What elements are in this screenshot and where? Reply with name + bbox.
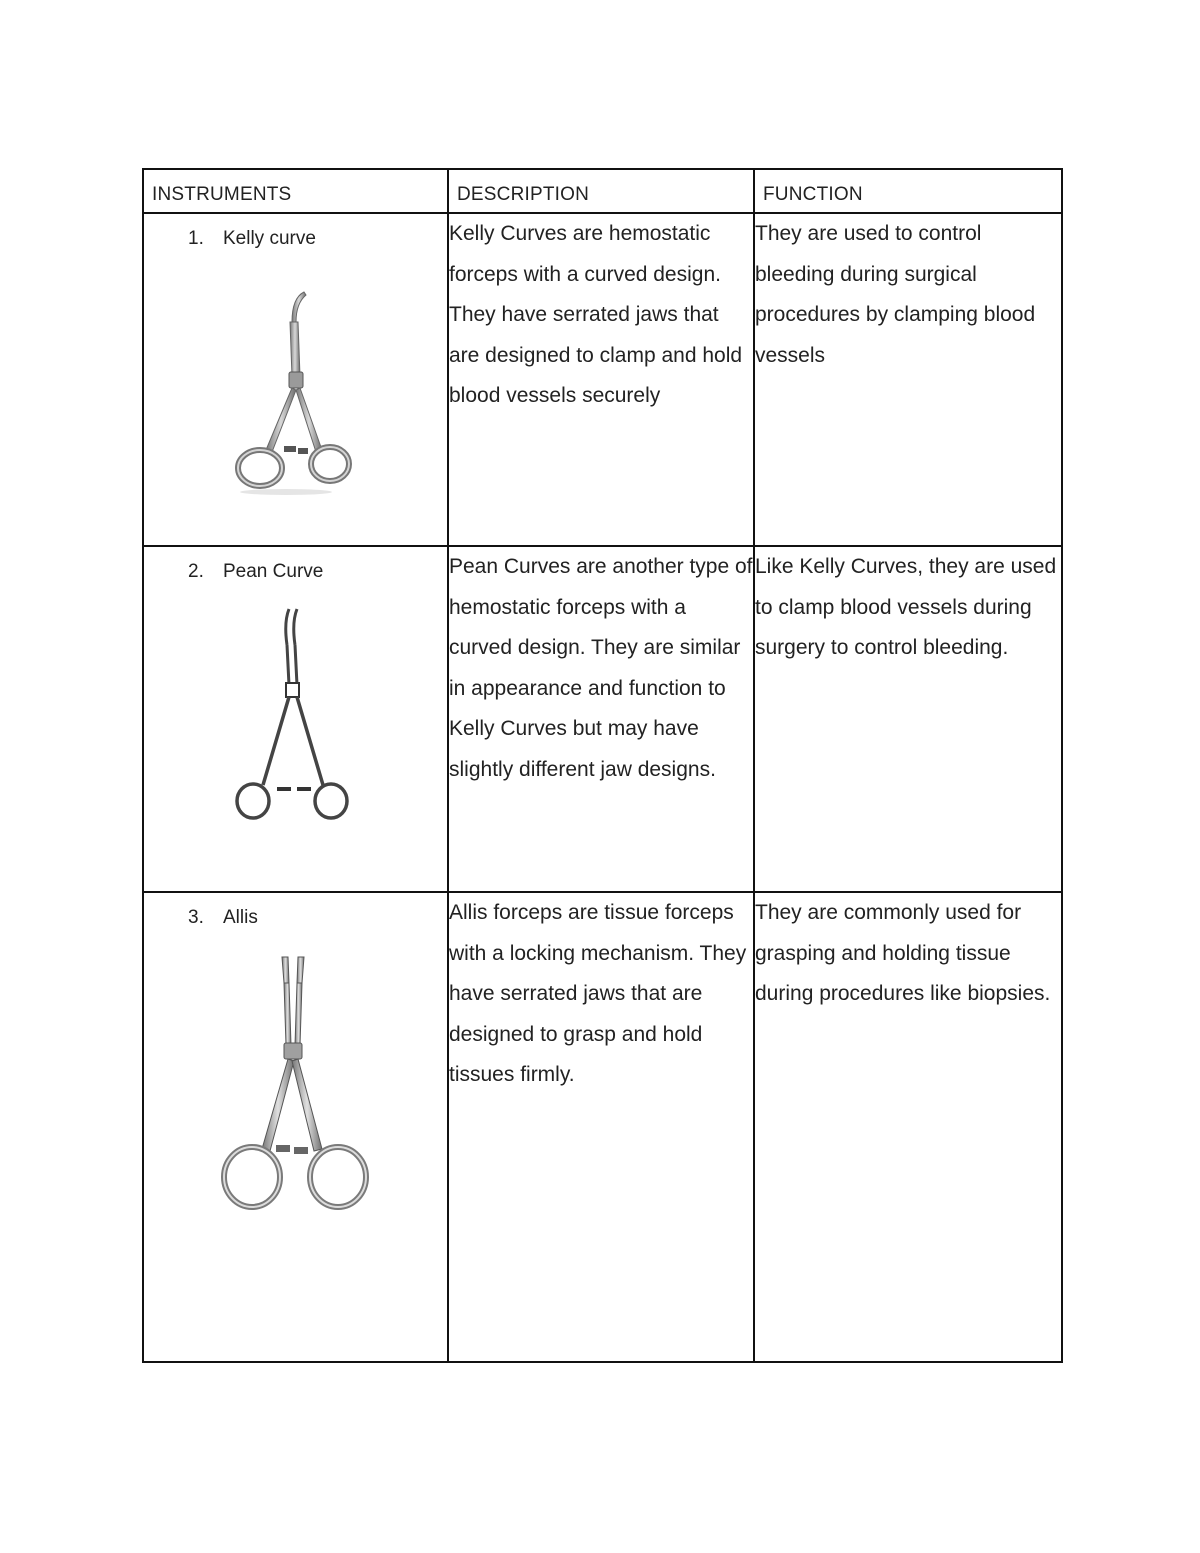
kelly-curve-forceps-icon [226,288,366,498]
header-description: DESCRIPTION [448,169,754,213]
table-row [143,892,1062,1362]
allis-forceps-icon [218,953,374,1215]
table-row [143,546,1062,892]
pean-curve-forceps-icon [231,605,361,827]
instrument-cell [143,213,448,546]
header-instruments: INSTRUMENTS [143,169,448,213]
instrument-label: Allis [223,907,258,928]
instrument-name [188,907,258,929]
function-cell: Like Kelly Curves, they are used to clamp blood vessels during surgery to control bleeding. [754,546,1062,892]
list-number: 1. [188,228,204,249]
instrument-label: Kelly curve [223,228,316,249]
function-cell: They are commonly used for grasping and holding tissue during procedures like biopsies. [754,892,1062,1362]
description-cell: Pean Curves are another type of hemostatic forceps with a curved design. They are similar in appearance and function to Kelly Curves but may have slightly different jaw designs. [448,546,754,892]
instruments-table [142,168,1063,1363]
table-row [143,213,1062,546]
list-number: 3. [188,907,204,928]
instrument-cell [143,546,448,892]
function-cell: They are used to control bleeding during surgical procedures by clamping blood vessels [754,213,1062,546]
instrument-name [188,228,316,250]
instrument-cell [143,892,448,1362]
description-cell: Allis forceps are tissue forceps with a locking mechanism. They have serrated jaws that are designed to grasp and hold tissues firmly. [448,892,754,1362]
instrument-label: Pean Curve [223,561,324,582]
description-cell: Kelly Curves are hemostatic forceps with a curved design. They have serrated jaws that are designed to clamp and hold blood vessels securely [448,213,754,546]
list-number: 2. [188,561,204,582]
instrument-name [188,561,323,583]
header-function: FUNCTION [754,169,1062,213]
table-header-row [143,169,1062,213]
